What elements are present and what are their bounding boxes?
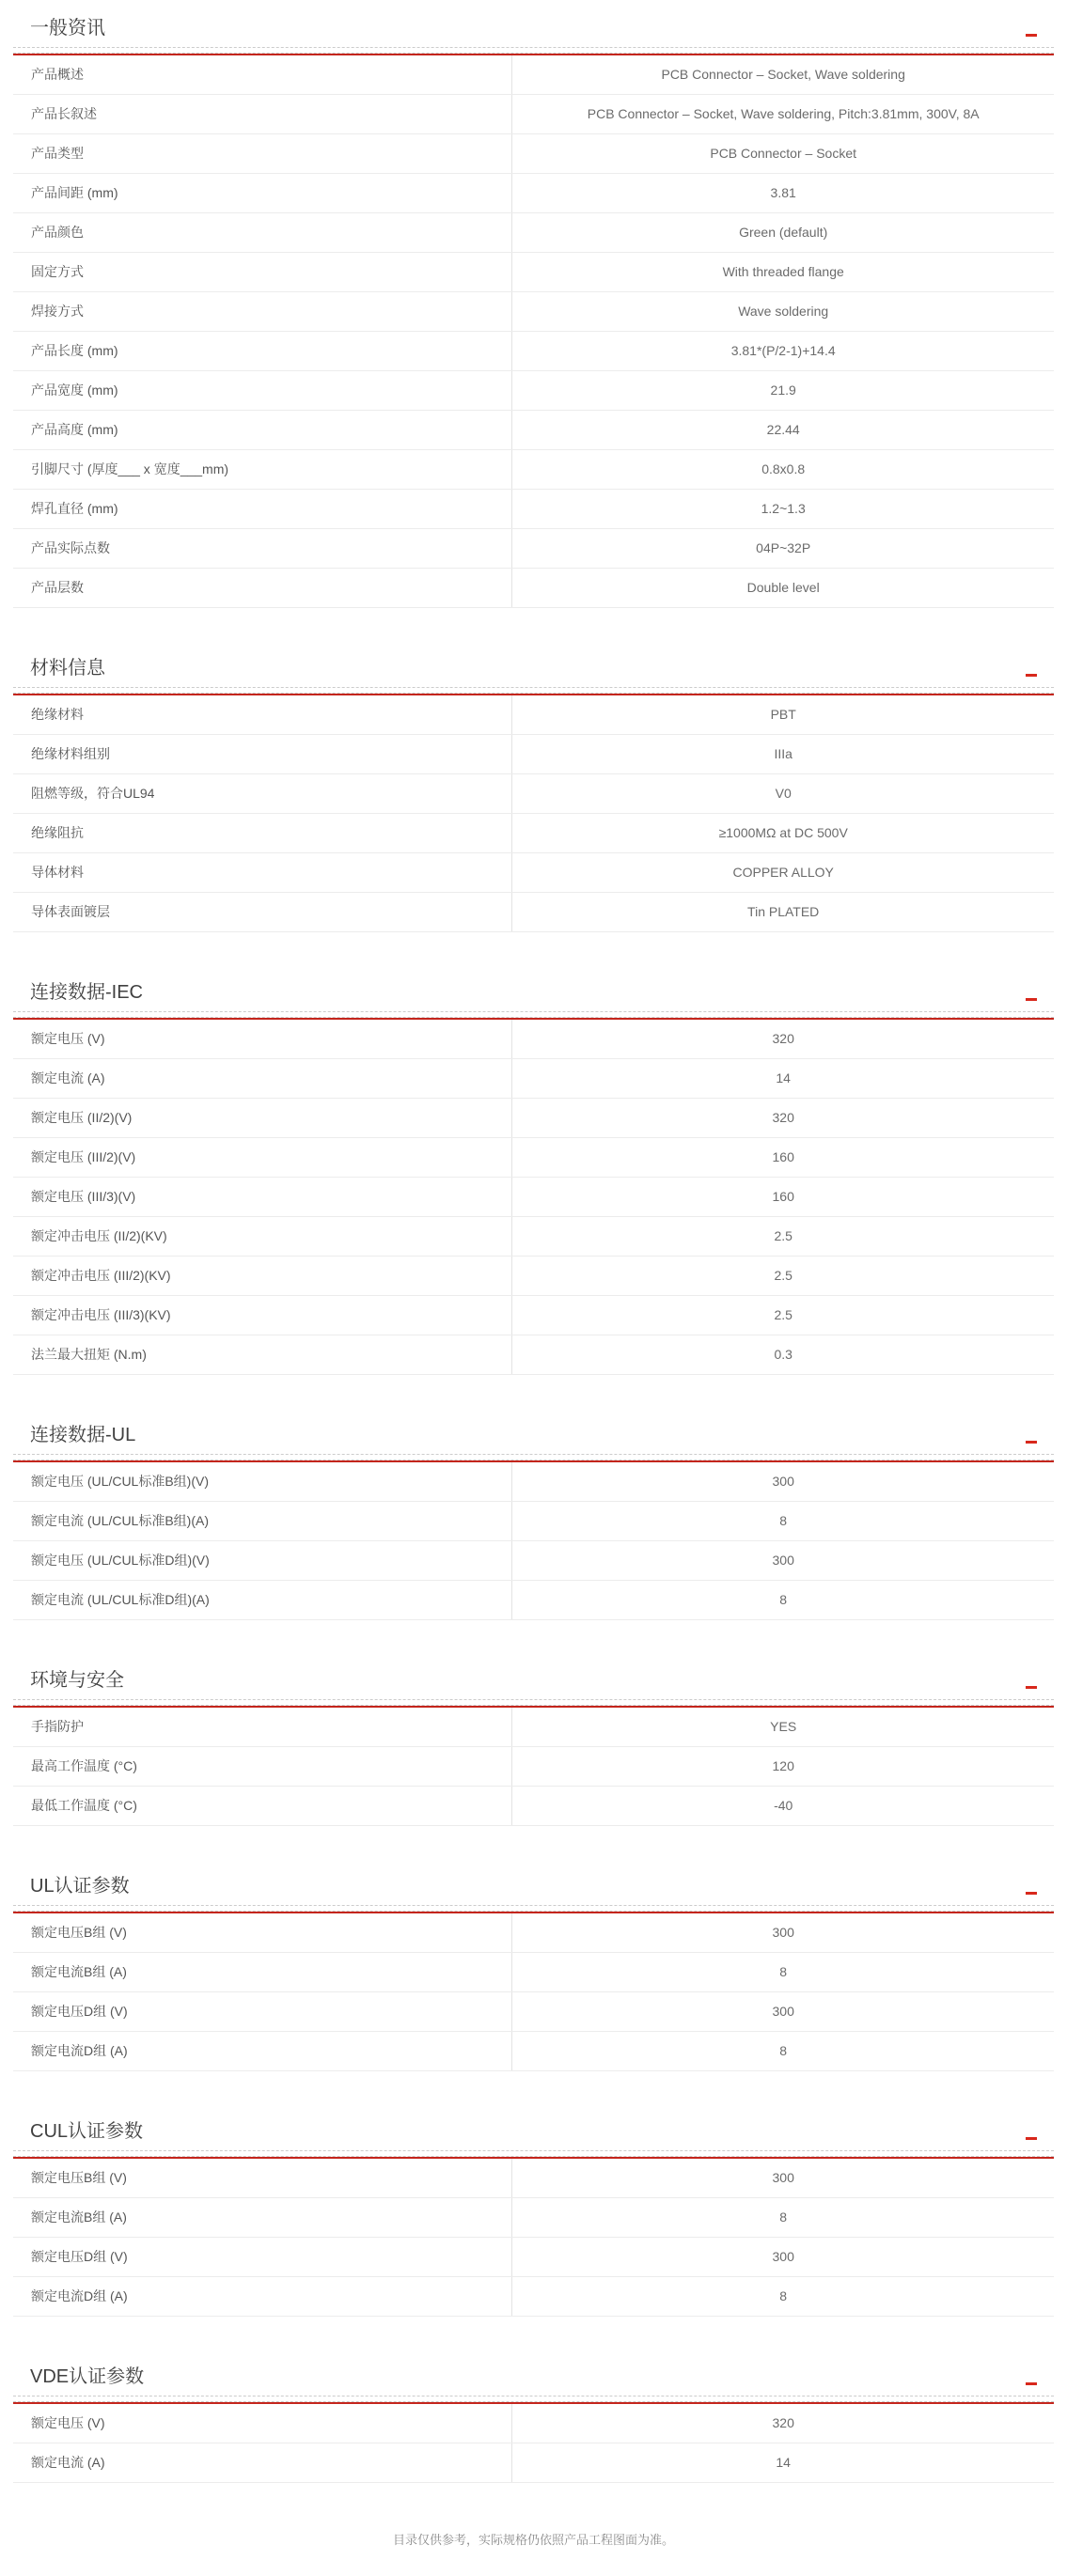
spec-value: PCB Connector – Socket, Wave soldering, Pitch:3.81mm, 300V, 8A — [587, 106, 980, 122]
spec-section — [13, 1667, 1054, 1826]
table-row — [13, 213, 1054, 253]
spec-value: 0.8x0.8 — [761, 461, 806, 477]
dotted-rule — [13, 687, 1054, 694]
collapse-minus-icon[interactable] — [1026, 1686, 1037, 1689]
table-row — [13, 411, 1054, 450]
spec-label: 额定电压 (UL/CUL标准D组)(V) — [13, 1541, 512, 1580]
section-header — [13, 979, 1054, 1011]
spec-label: 法兰最大扭矩 (N.m) — [13, 1335, 512, 1374]
spec-value: PCB Connector – Socket — [710, 146, 856, 162]
spec-label: 最高工作温度 (°C) — [13, 1747, 512, 1786]
table-row — [13, 174, 1054, 213]
spec-label: 额定电压 (UL/CUL标准B组)(V) — [13, 1462, 512, 1501]
dotted-rule — [13, 1905, 1054, 1912]
table-row — [13, 893, 1054, 932]
spec-value: PBT — [770, 707, 796, 723]
table-row — [13, 1099, 1054, 1138]
spec-label: 额定电流D组 (A) — [13, 2032, 512, 2070]
spec-value: 22.44 — [766, 422, 800, 438]
section-header — [13, 1873, 1054, 1905]
spec-label: 手指防护 — [13, 1708, 512, 1746]
spec-label: 产品类型 — [13, 134, 512, 173]
spec-label: 额定电流B组 (A) — [13, 2198, 512, 2237]
spec-table — [13, 2404, 1054, 2483]
table-row — [13, 1913, 1054, 1953]
table-row — [13, 735, 1054, 774]
spec-table — [13, 695, 1054, 932]
spec-value: 300 — [772, 2249, 794, 2265]
footer-note: 目录仅供参考，实际规格仍依照产品工程图面为准。 — [392, 2533, 674, 2547]
spec-value: 8 — [779, 1964, 788, 1980]
table-row — [13, 1992, 1054, 2032]
spec-value: 3.81*(P/2-1)+14.4 — [730, 343, 836, 359]
spec-label: 额定电流 (UL/CUL标准D组)(A) — [13, 1581, 512, 1619]
table-row — [13, 253, 1054, 292]
spec-label: 额定电压 (III/3)(V) — [13, 1178, 512, 1216]
table-row — [13, 134, 1054, 174]
spec-value: Tin PLATED — [747, 904, 820, 920]
spec-section — [13, 1873, 1054, 2071]
spec-label: 引脚尺寸 (厚度___ x 宽度___mm) — [13, 450, 512, 489]
table-row — [13, 371, 1054, 411]
table-row — [13, 490, 1054, 529]
spec-value: 160 — [772, 1189, 794, 1205]
collapse-minus-icon[interactable] — [1026, 2382, 1037, 2385]
spec-value: 21.9 — [770, 382, 796, 398]
section-title: 连接数据-IEC — [30, 982, 143, 1003]
spec-value: 8 — [779, 2288, 788, 2304]
section-title: 材料信息 — [30, 658, 105, 679]
table-row — [13, 55, 1054, 95]
spec-table — [13, 2159, 1054, 2317]
spec-label: 产品宽度 (mm) — [13, 371, 512, 410]
spec-value: 160 — [772, 1149, 794, 1165]
spec-label: 固定方式 — [13, 253, 512, 291]
spec-label: 额定电流D组 (A) — [13, 2277, 512, 2316]
dotted-rule — [13, 1699, 1054, 1706]
table-row — [13, 1581, 1054, 1620]
table-row — [13, 332, 1054, 371]
spec-value: ≥1000MΩ at DC 500V — [718, 825, 848, 841]
spec-value: V0 — [775, 786, 792, 802]
dotted-rule — [13, 2396, 1054, 2402]
section-title: 一般资讯 — [30, 18, 105, 39]
spec-value: YES — [770, 1719, 797, 1735]
spec-label: 额定电流B组 (A) — [13, 1953, 512, 1991]
table-row — [13, 1953, 1054, 1992]
spec-value: With threaded flange — [722, 264, 844, 280]
spec-label: 额定电压B组 (V) — [13, 2159, 512, 2197]
spec-label: 焊接方式 — [13, 292, 512, 331]
spec-label: 产品概述 — [13, 55, 512, 94]
sections-container — [13, 15, 1054, 2483]
table-row — [13, 95, 1054, 134]
spec-table — [13, 1462, 1054, 1620]
collapse-minus-icon[interactable] — [1026, 2137, 1037, 2140]
section-title: 连接数据-UL — [30, 1425, 136, 1445]
spec-value: 8 — [779, 2209, 788, 2225]
table-row — [13, 292, 1054, 332]
spec-section — [13, 2118, 1054, 2317]
spec-value: 14 — [776, 1070, 791, 1086]
spec-label: 焊孔直径 (mm) — [13, 490, 512, 528]
table-row — [13, 2443, 1054, 2483]
spec-value: 320 — [772, 1110, 794, 1126]
spec-table — [13, 1708, 1054, 1826]
table-row — [13, 2277, 1054, 2317]
spec-value: 0.3 — [774, 1347, 792, 1363]
spec-label: 额定冲击电压 (III/3)(KV) — [13, 1296, 512, 1335]
spec-value: 04P~32P — [756, 540, 811, 556]
spec-value: 8 — [779, 2043, 788, 2059]
spec-value: 2.5 — [774, 1228, 792, 1244]
spec-label: 额定电压 (III/2)(V) — [13, 1138, 512, 1177]
section-header — [13, 2364, 1054, 2396]
spec-label: 产品长叙述 — [13, 95, 512, 133]
table-row — [13, 2032, 1054, 2071]
section-header — [13, 2118, 1054, 2150]
spec-value: 8 — [779, 1592, 788, 1608]
section-title: VDE认证参数 — [30, 2366, 145, 2387]
table-row — [13, 1335, 1054, 1375]
spec-section — [13, 1422, 1054, 1620]
spec-section — [13, 979, 1054, 1375]
spec-value: 3.81 — [770, 185, 796, 201]
table-row — [13, 1217, 1054, 1257]
spec-label: 额定电流 (UL/CUL标准B组)(A) — [13, 1502, 512, 1540]
spec-label: 产品间距 (mm) — [13, 174, 512, 212]
spec-value: 300 — [772, 1553, 794, 1569]
spec-label: 额定电压D组 (V) — [13, 1992, 512, 2031]
spec-label: 绝缘材料组别 — [13, 735, 512, 773]
spec-value: 300 — [772, 2170, 794, 2186]
spec-label: 额定冲击电压 (III/2)(KV) — [13, 1257, 512, 1295]
table-row — [13, 1541, 1054, 1581]
spec-label: 额定电压 (V) — [13, 2404, 512, 2443]
table-row — [13, 1138, 1054, 1178]
spec-table — [13, 1020, 1054, 1375]
spec-section — [13, 2364, 1054, 2483]
spec-label: 额定电流 (A) — [13, 2443, 512, 2482]
spec-section — [13, 15, 1054, 608]
spec-label: 额定电压 (V) — [13, 1020, 512, 1058]
collapse-minus-icon[interactable] — [1026, 1441, 1037, 1444]
table-row — [13, 1747, 1054, 1787]
spec-value: 120 — [772, 1758, 794, 1774]
table-row — [13, 1257, 1054, 1296]
spec-label: 产品长度 (mm) — [13, 332, 512, 370]
spec-label: 额定冲击电压 (II/2)(KV) — [13, 1217, 512, 1256]
table-row — [13, 695, 1054, 735]
spec-label: 额定电压B组 (V) — [13, 1913, 512, 1952]
spec-label: 产品实际点数 — [13, 529, 512, 568]
dotted-rule — [13, 1011, 1054, 1018]
spec-value: 2.5 — [774, 1268, 792, 1284]
spec-table — [13, 55, 1054, 608]
spec-value: 14 — [776, 2455, 791, 2471]
spec-value: IIIa — [774, 746, 792, 762]
spec-value: 2.5 — [774, 1307, 792, 1323]
spec-value: Wave soldering — [738, 304, 829, 320]
collapse-minus-icon[interactable] — [1026, 1892, 1037, 1895]
collapse-minus-icon[interactable] — [1026, 998, 1037, 1001]
spec-value: 300 — [772, 1474, 794, 1490]
section-header — [13, 655, 1054, 687]
spec-label: 最低工作温度 (°C) — [13, 1787, 512, 1825]
spec-value: PCB Connector – Socket, Wave soldering — [661, 67, 905, 83]
collapse-minus-icon[interactable] — [1026, 674, 1037, 677]
collapse-minus-icon[interactable] — [1026, 34, 1037, 37]
spec-value: Double level — [746, 580, 820, 596]
spec-value: -40 — [774, 1798, 793, 1814]
spec-value: Green (default) — [739, 225, 828, 241]
table-row — [13, 2404, 1054, 2443]
spec-value: COPPER ALLOY — [732, 865, 834, 881]
spec-label: 额定电压D组 (V) — [13, 2238, 512, 2276]
spec-label: 产品高度 (mm) — [13, 411, 512, 449]
spec-label: 绝缘阻抗 — [13, 814, 512, 852]
spec-label: 产品层数 — [13, 569, 512, 607]
table-row — [13, 814, 1054, 853]
table-row — [13, 1787, 1054, 1826]
spec-value: 320 — [772, 1031, 794, 1047]
spec-label: 产品颜色 — [13, 213, 512, 252]
table-row — [13, 1708, 1054, 1747]
spec-value: 300 — [772, 1925, 794, 1941]
table-row — [13, 1020, 1054, 1059]
spec-value: 1.2~1.3 — [761, 501, 806, 517]
dotted-rule — [13, 2150, 1054, 2157]
spec-value: 320 — [772, 2415, 794, 2431]
spec-label: 阻燃等级，符合UL94 — [13, 774, 512, 813]
table-row — [13, 1502, 1054, 1541]
spec-section — [13, 655, 1054, 932]
table-row — [13, 1178, 1054, 1217]
spec-value: 8 — [779, 1513, 788, 1529]
spec-label: 导体表面镀层 — [13, 893, 512, 931]
section-title: 环境与安全 — [30, 1670, 124, 1691]
table-row — [13, 774, 1054, 814]
table-row — [13, 2198, 1054, 2238]
section-title: UL认证参数 — [30, 1876, 130, 1897]
spec-label: 导体材料 — [13, 853, 512, 892]
spec-table — [13, 1913, 1054, 2071]
section-header — [13, 15, 1054, 47]
spec-value: 300 — [772, 2004, 794, 2020]
section-title: CUL认证参数 — [30, 2121, 144, 2142]
spec-label: 额定电压 (II/2)(V) — [13, 1099, 512, 1137]
table-row — [13, 450, 1054, 490]
section-header — [13, 1667, 1054, 1699]
table-row — [13, 1296, 1054, 1335]
table-row — [13, 529, 1054, 569]
table-row — [13, 2159, 1054, 2198]
table-row — [13, 1059, 1054, 1099]
table-row — [13, 1462, 1054, 1502]
dotted-rule — [13, 1454, 1054, 1460]
table-row — [13, 569, 1054, 608]
spec-label: 额定电流 (A) — [13, 1059, 512, 1098]
section-header — [13, 1422, 1054, 1454]
table-row — [13, 853, 1054, 893]
dotted-rule — [13, 47, 1054, 54]
table-row — [13, 2238, 1054, 2277]
spec-label: 绝缘材料 — [13, 695, 512, 734]
